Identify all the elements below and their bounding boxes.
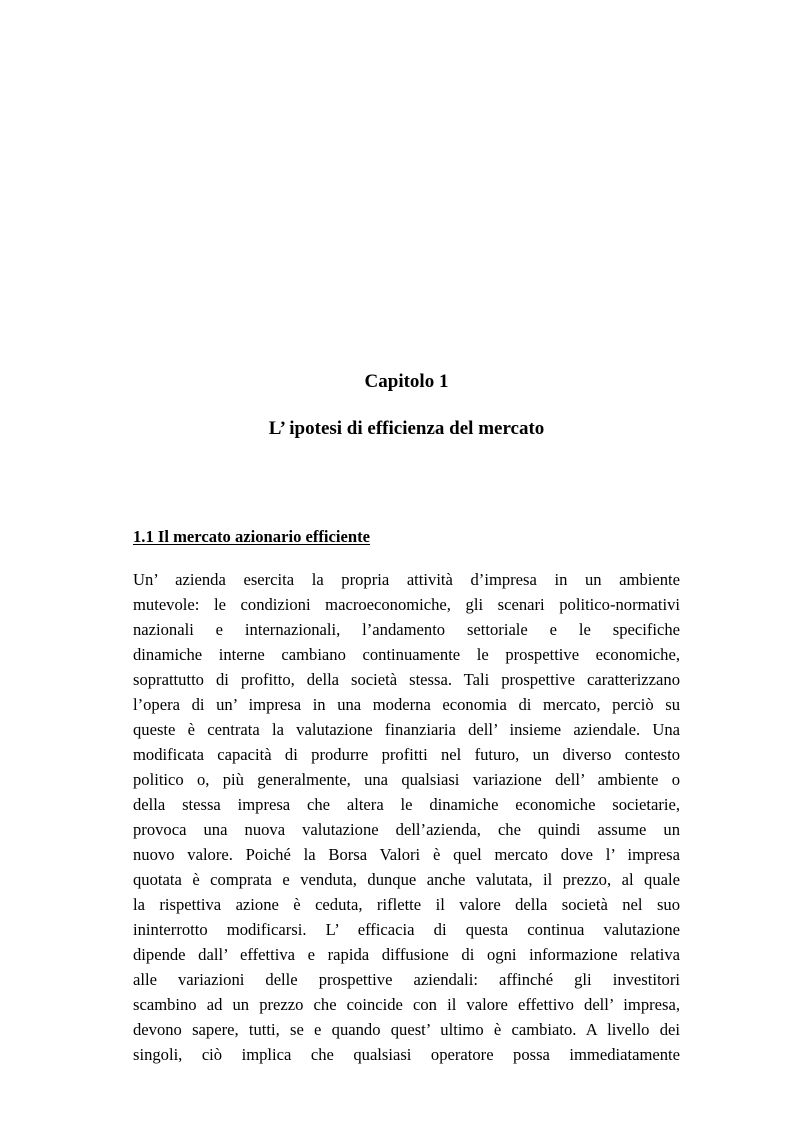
text-line: della stessa impresa che altera le dinamiche economiche societarie,	[133, 795, 680, 814]
text-line: devono sapere, tutti, se e quando quest’ ultimo è cambiato. A livello dei	[133, 1020, 680, 1039]
text-line: queste è centrata la valutazione finanziaria dell’ insieme aziendale. Una	[133, 720, 680, 739]
text-line: singoli, ciò implica che qualsiasi operatore possa immediatamente	[133, 1045, 680, 1064]
chapter-number: Capitolo 1	[364, 371, 449, 392]
body-paragraph	[133, 567, 680, 1067]
text-line: provoca una nuova valutazione dell’azienda, che quindi assume un	[133, 820, 680, 839]
text-line: soprattutto di profitto, della società stessa. Tali prospettive caratterizzano	[133, 670, 680, 689]
chapter-title: L’ ipotesi di efficienza del mercato	[268, 418, 545, 439]
text-line: scambino ad un prezzo che coincide con il valore effettivo dell’ impresa,	[133, 995, 680, 1014]
text-line: alle variazioni delle prospettive aziendali: affinché gli investitori	[133, 970, 680, 989]
text-line: politico o, più generalmente, una qualsiasi variazione dell’ ambiente o	[133, 770, 680, 789]
text-line: mutevole: le condizioni macroeconomiche, gli scenari politico-normativi	[133, 595, 680, 614]
text-line: la rispettiva azione è ceduta, riflette il valore della società nel suo	[133, 895, 680, 914]
text-line: ininterrotto modificarsi. L’ efficacia di questa continua valutazione	[133, 920, 680, 939]
text-line: nazionali e internazionali, l’andamento settoriale e le specifiche	[133, 620, 680, 639]
text-line: quotata è comprata e venduta, dunque anche valutata, il prezzo, al quale	[133, 870, 680, 889]
text-line: modificata capacità di produrre profitti nel futuro, un diverso contesto	[133, 745, 680, 764]
text-line: nuovo valore. Poiché la Borsa Valori è quel mercato dove l’ impresa	[133, 845, 680, 864]
text-line: dinamiche interne cambiano continuamente le prospettive economiche,	[133, 645, 680, 664]
text-line: dipende dall’ effettiva e rapida diffusione di ogni informazione relativa	[133, 945, 680, 964]
text-line: l’opera di un’ impresa in una moderna economia di mercato, perciò su	[133, 695, 680, 714]
section-heading: 1.1 Il mercato azionario efficiente	[133, 527, 370, 546]
text-line: Un’ azienda esercita la propria attività d’impresa in un ambiente	[133, 570, 680, 589]
